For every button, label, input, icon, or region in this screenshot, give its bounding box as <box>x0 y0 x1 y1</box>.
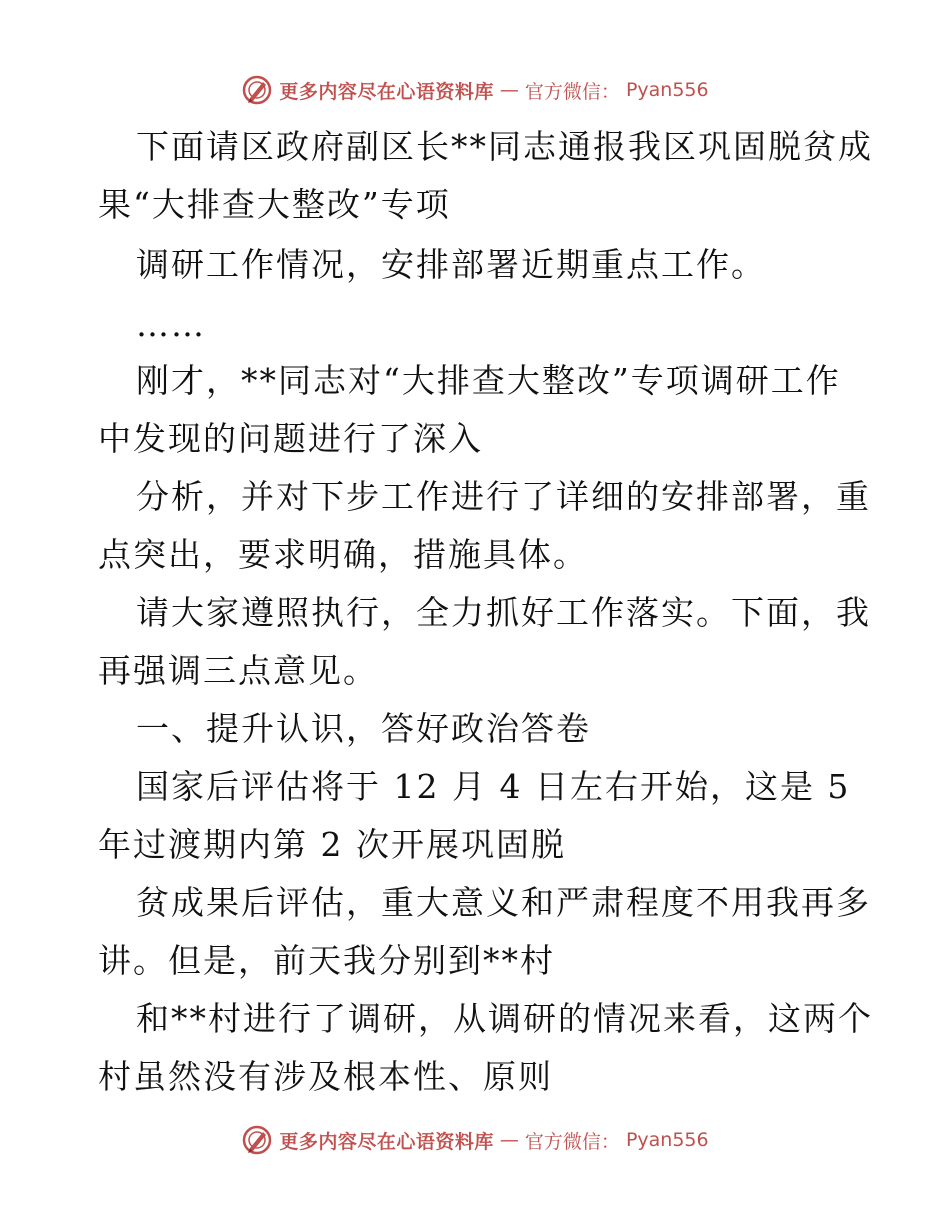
watermark-wechat-label: 官方微信： <box>524 1130 620 1153</box>
watermark-separator: — <box>499 79 519 101</box>
text-line: 刚才，**同志对“大排查大整改”专项调研工作 <box>136 361 841 400</box>
text-line: 讲。但是，前天我分别到**村 <box>98 941 555 980</box>
watermark-text: 更多内容尽在心语资料库 <box>279 1130 494 1153</box>
text-line: 中发现的问题进行了深入 <box>98 419 483 458</box>
text-line: …… <box>136 305 206 344</box>
text-line: 和**村进行了调研，从调研的情况来看，这两个 <box>136 999 873 1038</box>
text-line: 一、提升认识，答好政治答卷 <box>136 709 591 748</box>
pen-logo-icon <box>241 1124 273 1156</box>
text-line: 调研工作情况，安排部署近期重点工作。 <box>136 245 766 284</box>
text-line: 年过渡期内第 2 次开展巩固脱 <box>98 825 566 864</box>
text-line: 再强调三点意见。 <box>98 651 378 690</box>
watermark-separator: — <box>499 1129 519 1151</box>
pen-logo-icon <box>241 74 273 106</box>
watermark-header <box>0 70 950 110</box>
text-line: 村虽然没有涉及根本性、原则 <box>98 1057 553 1096</box>
watermark-wechat-label: 官方微信： <box>524 80 620 103</box>
text-line: 下面请区政府副区长**同志通报我区巩固脱贫成 <box>136 127 873 166</box>
watermark-wechat-id: Pyan556 <box>625 79 709 101</box>
watermark-footer <box>0 1120 950 1160</box>
text-line: 点突出，要求明确，措施具体。 <box>98 535 588 574</box>
watermark-text: 更多内容尽在心语资料库 <box>279 80 494 103</box>
text-line: 果“大排查大整改”专项 <box>98 185 451 224</box>
text-line: 分析，并对下步工作进行了详细的安排部署，重 <box>136 477 871 516</box>
text-line: 请大家遵照执行，全力抓好工作落实。下面，我 <box>136 593 871 632</box>
watermark-wechat-id: Pyan556 <box>625 1129 709 1151</box>
text-line: 国家后评估将于 12 月 4 日左右开始，这是 5 <box>136 767 851 806</box>
text-line: 贫成果后评估，重大意义和严肃程度不用我再多 <box>136 883 871 922</box>
